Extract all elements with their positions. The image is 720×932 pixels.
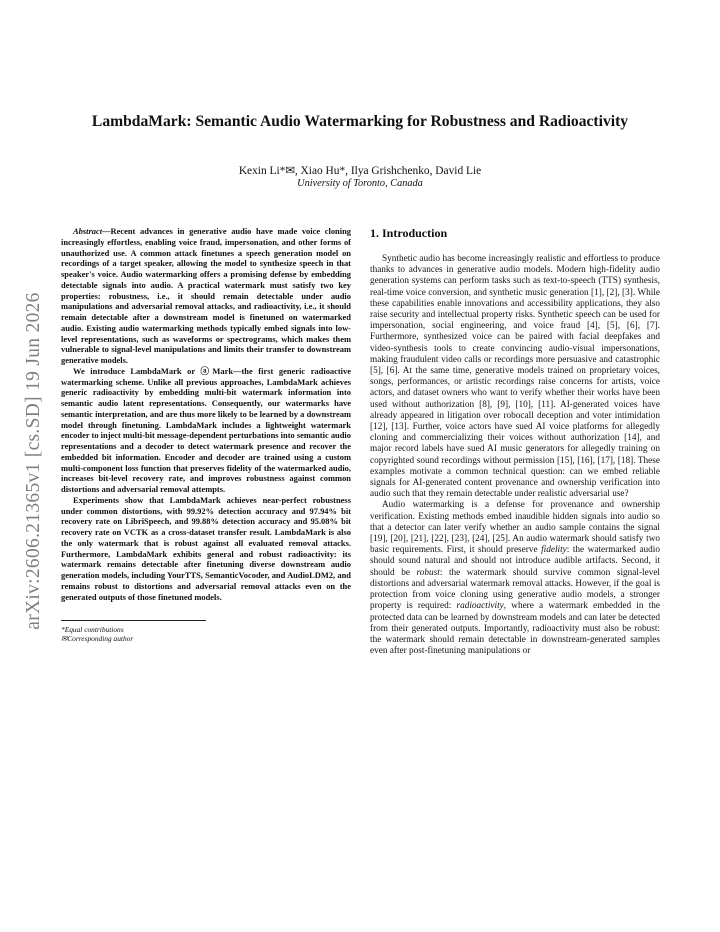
author-list: Kexin Li*✉, Xiao Hu*, Ilya Grishchenko, David Lie — [238, 165, 482, 177]
intro-paragraph-2: Audio watermarking is a defense for provenance and ownership verification. Existing methods embed inaudible hidden signals into audio so that a detector can later verify whether an audio sample contains the signal [19], [20], [21], [22], [23], [24], [25]. An audio watermark should satisfy two basic requirements. First, it should preserve fidelity: the watermarked audio should sound natural and should not introduce audible artifacts. Second, it should be robust: the watermark should survive common signal-level distortions and adversarial watermark removal attacks. However, if the goal is protection from voice cloning using generative audio models, a stronger property is required: radioactivity, where a watermark embedded in the protected data can be learned by downstream models and can later be detected from their generated outputs. Importantly, radioactivity must also be robust: the watermark should remain detectable in downstream-generated samples even after post-finetuning manipulations or — [370, 500, 660, 657]
term-robust: robust — [416, 567, 440, 578]
abstract-paragraph-1: Abstract—Recent advances in generative audio have made voice cloning increasingly effortless, enabling voice fraud, impersonation, and other forms of unauthorized use. A common attack finetunes a speech generation model on recordings of a target speaker, allowing the model to synthesize speech in that speaker's voice. Audio watermarking offers a promising defense by embedding detectable signals into audio. A practical watermark must satisfy two key properties: robustness, i.e., it should remain detectable under audio manipulations and adversarial removal attacks, and radioactivity, i.e., it should remain detectable after a downstream model is finetuned on watermarked audio. Existing audio watermarking methods typically embed signals into low-level representations, such as waveforms or spectrograms, which makes them vulnerable to signal-level manipulations and limits their transfer to downstream generative models. — [61, 226, 351, 365]
footnote-corresponding-author: ✉Corresponding author — [61, 634, 134, 644]
section-heading-introduction: 1. Introduction — [370, 226, 448, 240]
arxiv-identifier: arXiv:2606.21365v1 [cs.SD] 19 Jun 2026 — [23, 292, 44, 630]
intro-paragraph-1: Synthetic audio has become increasingly realistic and effortless to produce thanks to advances in generative audio models. Modern high-fidelity audio generation systems can perform tasks such as text-to-speech (TTS) synthesis, real-time voice conversion, and synthetic music generation [1], [2], [3]. While these capabilities enable innovations and accessibility applications, they also raise security and intellectual property risks. Synthetic speech can be used for impersonation, social engineering, and voice fraud [4], [5], [6], [7]. Furthermore, synthesized voice can be paired with facial deepfakes and video-synthesis tools to create convincing audio-visual impersonations, making fraudulent video calls or recordings more persuasive and catastrophic [5], [6]. At the same time, generative models trained on proprietary voices, songs, performances, or artistic recordings raise concerns for artists, voice actors, and dataset owners who want to verify whether their works have been used without authorization [8], [9], [10], [11]. AI-generated voices have already appeared in litigation over robocall deception and voter intimidation [12], [13]. Further, voice actors have sued AI voice platforms for allegedly cloning and commercializing their voices without authorization [14], and major record labels have sued AI music generators for allegedly training on copyrighted sound recordings without permission [15], [16], [17], [18]. These examples motivate a common technical question: can we embed reliable signals for AI-generated content provenance and ownership verification into audio such that they remain detectable under realistic adversarial use? — [370, 254, 660, 500]
term-fidelity: fidelity — [541, 545, 567, 556]
footnote-equal-contribution: *Equal contributions — [61, 625, 124, 635]
paper-title: LambdaMark: Semantic Audio Watermarking for Robustness and Radioactivity — [91, 113, 629, 130]
abstract-paragraph-2: We introduce LambdaMark or ⓐMark—the first generic radioactive watermarking scheme. Unlike all previous approaches, LambdaMark achieves generic radioactivity by embedding multi-bit watermark information into semantic audio latent representations. Consequently, our watermarks have semantic interpretation, and are thus more likely to be learned by a downstream model through finetuning. LambdaMark includes a lightweight watermark encoder to inject multi-bit message-dependent perturbations into semantic audio representations and a decoder to detect watermark presence and recover the embedded bit information. Encoder and decoder are trained using a custom multi-component loss function that preserves fidelity of the watermarked audio, increases bit-level recovery rate, and improves robustness against common distortions and adversarial removal attempts. — [61, 365, 351, 494]
term-radioactivity: radioactivity — [456, 601, 504, 612]
right-column — [370, 226, 660, 657]
abstract-paragraph-3: Experiments show that LambdaMark achieves near-perfect robustness under common distortions, with 99.92% detection accuracy and 97.94% bit recovery rate on LibriSpeech, and 99.88% detection accuracy and 95.08% bit recovery rate on VCTK as a cross-dataset transfer result. LambdaMark is also the only watermark that is robust against all evaluated removal attacks. Furthermore, LambdaMark exhibits general and robust radioactivity: its watermark remains detectable after finetuning diverse downstream audio generation models, including YourTTS, SemanticVocoder, and AudioLDM2, and remains robust to distortions and adversarial removal attacks even on the generated outputs of those finetuned models. — [61, 494, 351, 602]
footnote-rule — [61, 620, 206, 621]
left-column — [61, 226, 351, 643]
abstract-label: Abstract — [73, 226, 103, 236]
affiliation: University of Toronto, Canada — [297, 178, 423, 189]
